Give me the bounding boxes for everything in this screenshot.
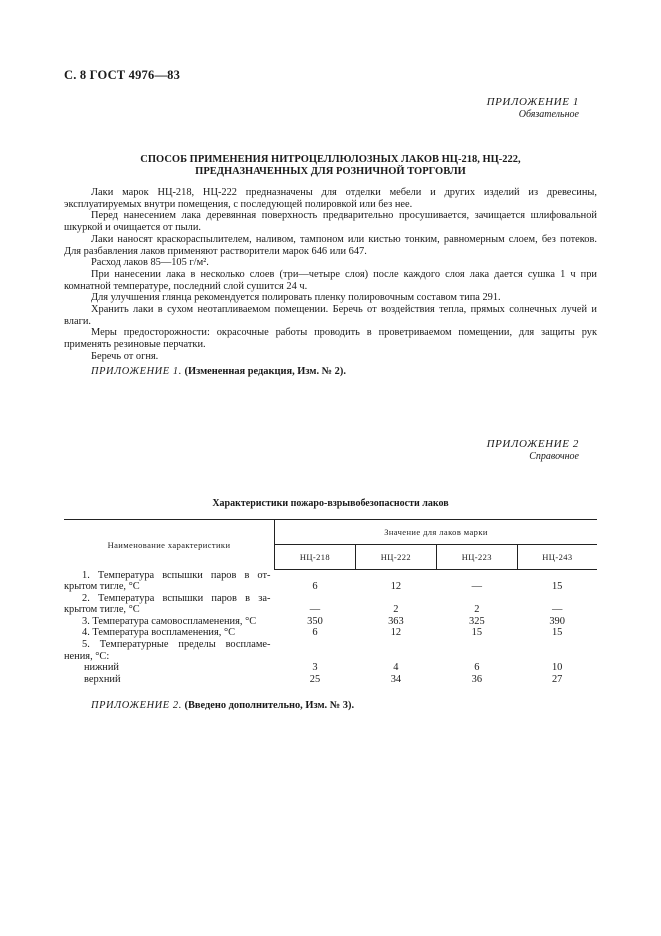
row-name: 5. Температурные пределы воспламенения, °С: — [64, 639, 271, 662]
table-title: Характеристики пожаро-взрывобезопасности лаков — [212, 498, 449, 509]
table-row — [64, 627, 597, 639]
appendix1-note — [91, 366, 346, 377]
cell-value: 12 — [390, 581, 402, 593]
table-row — [64, 593, 597, 616]
column-group-header: Значение для лаков марки — [275, 520, 598, 545]
cell-value — [275, 639, 356, 662]
row-name: 2. Температура вспышки паров в закрытом тигле, °С — [64, 592, 271, 616]
column-header-brand: НЦ-218 — [275, 545, 356, 570]
cell-value: 36 — [471, 673, 483, 685]
row-name: нижний — [84, 662, 119, 674]
cell-value: — — [471, 581, 483, 593]
properties-table — [64, 519, 597, 685]
paragraph: Меры предосторожности: окрасочные работы проводить в проветриваемом помещении, для защиты рук применять резиновые перчатки. — [64, 327, 597, 351]
cell-value: 3 — [312, 662, 318, 674]
cell-value: — — [551, 604, 563, 616]
title-line-2: ПРЕДНАЗНАЧЕННЫХ ДЛЯ РОЗНИЧНОЙ ТОРГОВЛИ — [195, 166, 466, 177]
row-name: 1. Температура вспышки паров в открытом тигле, °С — [64, 569, 271, 593]
row-name: 3. Температура самовоспламенения, °С — [82, 615, 257, 627]
appendix2-status: Справочное — [529, 451, 579, 462]
row-name: верхний — [84, 673, 121, 685]
cell-value: 34 — [390, 673, 402, 685]
paragraph: Хранить лаки в сухом неотапливаемом помещении. Беречь от воздействия тепла, прямых солнечных лучей и влаги. — [64, 304, 597, 327]
note-text: (Измененная редакция, Изм. № 2). — [184, 366, 346, 377]
cell-value — [517, 639, 597, 662]
column-header-brand: НЦ-223 — [436, 545, 517, 570]
paragraph: Для улучшения глянца рекомендуется полировать пленку полировочным составом типа 291. — [91, 292, 501, 304]
table-row — [64, 639, 597, 662]
paragraph: Перед нанесением лака деревянная поверхность предварительно просушивается, зачищается шлифовальной шкуркой и очищается от пыли. — [64, 210, 597, 234]
paragraph: Беречь от огня. — [91, 350, 159, 362]
table-row — [64, 662, 597, 674]
note-label: ПРИЛОЖЕНИЕ 1. — [91, 366, 182, 377]
cell-value: 363 — [388, 615, 404, 627]
paragraph: Расход лаков 85—105 г/м². — [91, 257, 209, 269]
page-header: С. 8 ГОСТ 4976—83 — [64, 68, 181, 82]
cell-value — [355, 639, 436, 662]
appendix1-label: ПРИЛОЖЕНИЕ 1 — [486, 96, 579, 108]
paragraph: При нанесении лака в несколько слоев (три—четыре слоя) после каждого слоя лака дается сушка 1 ч при комнатной температуре, последний слой сушится 24 ч. — [64, 268, 597, 292]
table-row — [64, 616, 597, 628]
cell-value: 350 — [307, 615, 323, 627]
appendix1-title — [64, 154, 597, 178]
title-line-1: СПОСОБ ПРИМЕНЕНИЯ НИТРОЦЕЛЛЮЛОЗНЫХ ЛАКОВ НЦ-218, НЦ-222, — [140, 154, 521, 165]
cell-value: 15 — [471, 627, 483, 639]
cell-value: 12 — [390, 627, 402, 639]
cell-value: 25 — [309, 673, 321, 685]
cell-value: 6 — [312, 627, 318, 639]
cell-value: 390 — [549, 615, 565, 627]
appendix1-status: Обязательное — [518, 109, 579, 120]
cell-value: — — [309, 604, 321, 616]
appendix2-label: ПРИЛОЖЕНИЕ 2 — [486, 438, 579, 450]
paragraph: Лаки марок НЦ-218, НЦ-222 предназначены для отделки мебели и других изделий из древесины, эксплуатируемых внутри помещения, с последующей полировкой или без нее. — [64, 187, 597, 210]
cell-value: 2 — [474, 604, 480, 616]
cell-value: 27 — [551, 673, 563, 685]
cell-value: 2 — [393, 604, 399, 616]
cell-value: 15 — [551, 627, 563, 639]
table-row — [64, 674, 597, 686]
column-header-brand: НЦ-243 — [517, 545, 597, 570]
cell-value: 10 — [551, 662, 563, 674]
row-name: 4. Температура воспламенения, °С — [82, 627, 236, 639]
cell-value: 6 — [312, 581, 318, 593]
column-header-name: Наименование характеристики — [64, 520, 275, 570]
appendix2-note — [91, 700, 354, 711]
paragraph: Лаки наносят краскораспылителем, наливом, тампоном или кистью тонким, равномерным слоем, без потеков. Для разбавления лаков применяют растворители марок 646 или 647. — [64, 233, 597, 257]
cell-value: 15 — [551, 581, 563, 593]
cell-value: 4 — [393, 662, 399, 674]
cell-value: 6 — [474, 662, 480, 674]
note-text: (Введено дополнительно, Изм. № 3). — [184, 700, 355, 711]
appendix1-body — [64, 187, 597, 363]
cell-value: 325 — [469, 615, 485, 627]
cell-value — [436, 639, 517, 662]
note-label: ПРИЛОЖЕНИЕ 2. — [91, 700, 182, 711]
table-row — [64, 570, 597, 593]
column-header-brand: НЦ-222 — [355, 545, 436, 570]
